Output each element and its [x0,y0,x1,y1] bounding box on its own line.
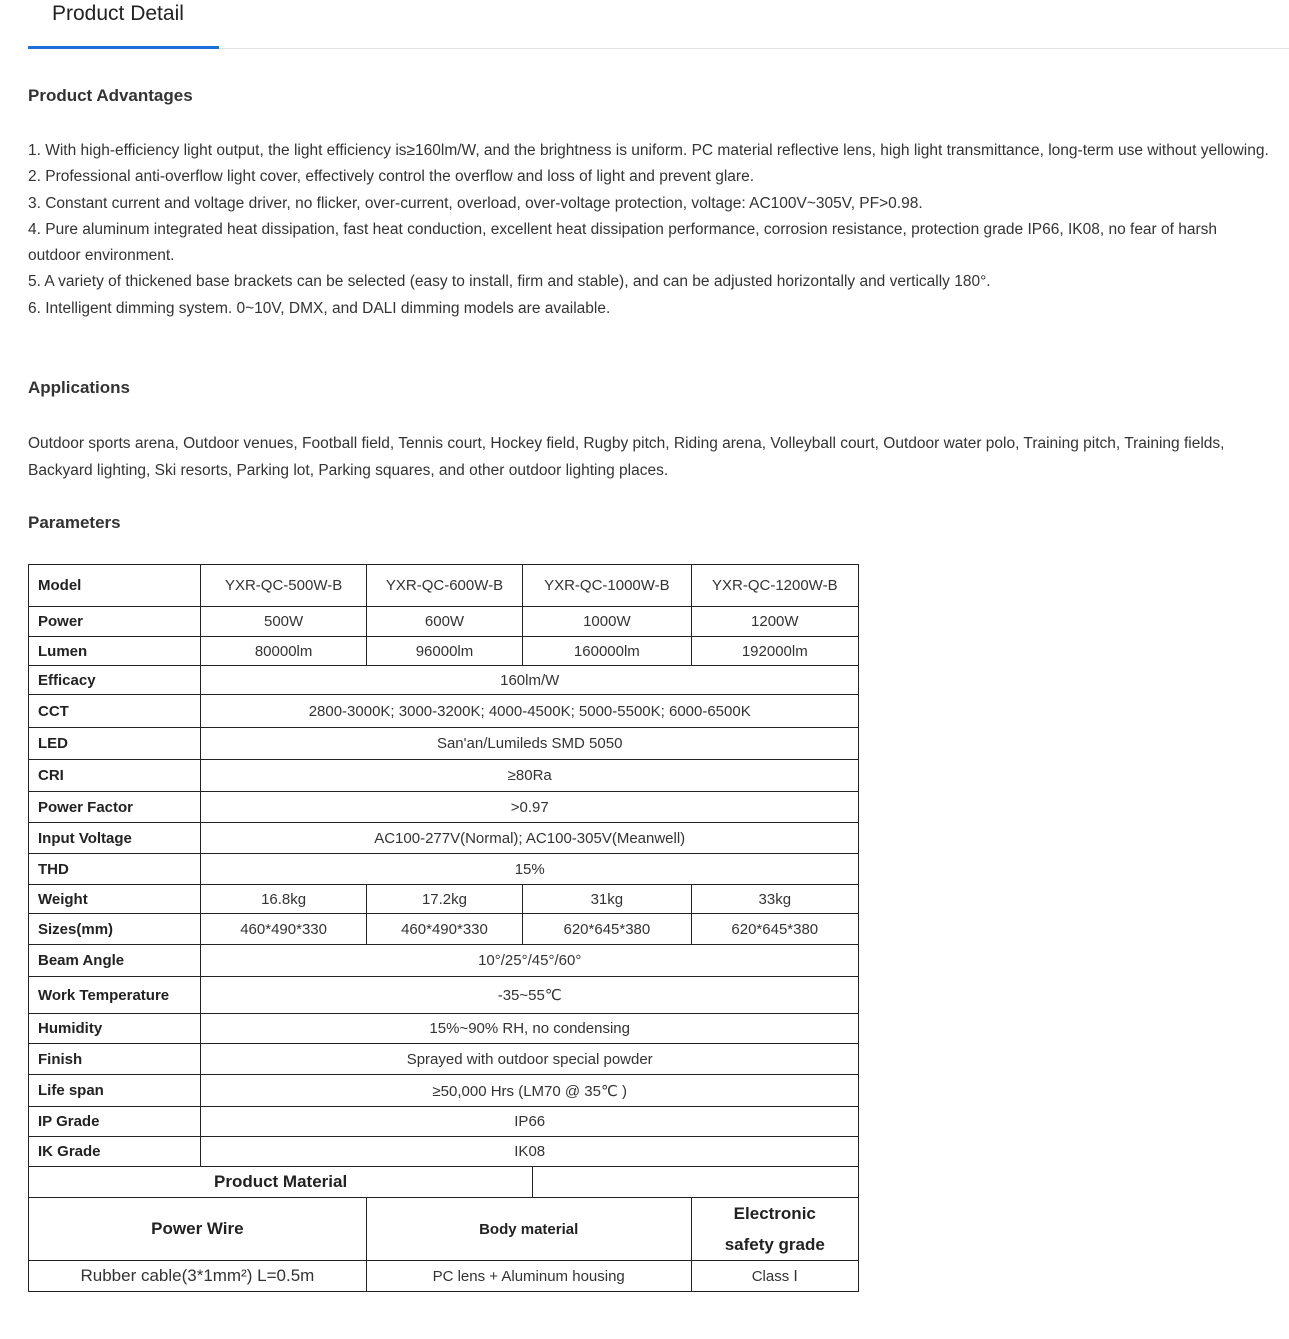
tab-product-detail[interactable] [28,0,219,49]
table-cell: Sprayed with outdoor special powder [201,1044,859,1075]
row-label: Power Factor [29,792,201,823]
table-row [29,823,859,854]
table-cell: 15% [201,854,859,885]
power-wire-value: Rubber cable(3*1mm²) L=0.5m [29,1261,367,1292]
table-cell: 16.8kg [201,885,366,914]
table-cell: 17.2kg [366,885,522,914]
row-label: Efficacy [29,666,201,695]
table-cell: 80000lm [201,637,366,666]
table-row [29,885,859,914]
table-cell: >0.97 [201,792,859,823]
table-row [29,914,859,945]
advantage-item: 2. Professional anti-overflow light cover, effectively control the overflow and loss of light and prevent glare. [28,168,755,186]
table-row [29,565,859,607]
advantages-title: Product Advantages [28,86,193,105]
body-material-header: Body material [366,1198,691,1261]
material-title: Product Material [29,1167,533,1198]
table-cell: 600W [366,607,522,637]
table-cell: 460*490*330 [366,914,522,945]
applications-title: Applications [28,378,131,397]
table-cell: IK08 [201,1137,859,1167]
table-cell: ≥80Ra [201,760,859,792]
table-row [29,1014,859,1044]
row-label: Input Voltage [29,823,201,854]
row-label: Power [29,607,201,637]
advantage-item: 4. Pure aluminum integrated heat dissipation, fast heat conduction, excellent heat dissipation performance, corrosion resistance, protection grade IP66, IK08, no fear of harsh outdoor environment. [28,220,1218,265]
advantage-item: 1. With high-efficiency light output, the light efficiency is≥160lm/W, and the brightness is uniform. PC material reflective lens, high light transmittance, long-term use without yellowing. [28,142,1269,159]
table-row [29,1075,859,1107]
table-cell: 1200W [691,607,858,637]
table-cell: San'an/Lumileds SMD 5050 [201,728,859,760]
row-label: Work Temperature [29,977,201,1014]
table-cell: YXR-QC-600W-B [366,565,522,607]
table-cell: AC100-277V(Normal); AC100-305V(Meanwell) [201,823,859,854]
table-cell: 620*645*380 [523,914,691,945]
row-label: Model [29,565,201,607]
advantages-list [28,138,1273,322]
table-cell: IP66 [201,1107,859,1137]
table-cell: 160lm/W [201,666,859,695]
advantage-item: 3. Constant current and voltage driver, no flicker, over-current, overload, over-voltage protection, voltage: AC100V~305V, PF>0.98. [28,194,923,212]
row-label: LED [29,728,201,760]
table-cell: 192000lm [691,637,858,666]
body-material-value: PC lens + Aluminum housing [366,1261,691,1292]
table-cell: 2800-3000K; 3000-3200K; 4000-4500K; 5000-5500K; 6000-6500K [201,695,859,728]
table-cell: YXR-QC-1000W-B [523,565,691,607]
table-row [29,1137,859,1167]
power-wire-header: Power Wire [29,1198,367,1261]
row-label: IP Grade [29,1107,201,1137]
table-row [29,1107,859,1137]
table-row [29,977,859,1014]
table-cell: 1000W [523,607,691,637]
safety-grade-value: Class Ⅰ [691,1261,858,1292]
row-label: Sizes(mm) [29,914,201,945]
row-label: Finish [29,1044,201,1075]
parameters-title: Parameters [28,513,121,532]
row-label: Life span [29,1075,201,1107]
table-row [29,1198,859,1261]
table-cell: 620*645*380 [691,914,858,945]
table-cell: -35~55℃ [201,977,859,1014]
table-cell: 96000lm [366,637,522,666]
tab-bar [28,0,1289,49]
table-cell: 33kg [691,885,858,914]
advantage-item: 5. A variety of thickened base brackets can be selected (easy to install, firm and stable), and can be adjusted horizontally and vertically 180°. [28,273,991,291]
table-row [29,728,859,760]
applications-text: Outdoor sports arena, Outdoor venues, Football field, Tennis court, Hockey field, Rugby pitch, Riding arena, Volleyball court, Outdoor water polo, Training pitch, Training fields, Backyard lighting, Ski resorts, Parking lot, Parking squares, and other outdoor lighting places. [28,435,1225,479]
advantage-item: 6. Intelligent dimming system. 0~10V, DMX, and DALI dimming models are available. [28,299,611,317]
table-row [29,695,859,728]
table-row [29,1044,859,1075]
safety-grade-line1: Electronic [733,1204,816,1223]
row-label: Humidity [29,1014,201,1044]
row-label: IK Grade [29,1137,201,1167]
safety-grade-header [691,1198,858,1261]
row-label: Beam Angle [29,945,201,977]
table-row [29,637,859,666]
safety-grade-line2: safety grade [724,1235,825,1254]
row-label: THD [29,854,201,885]
table-row [29,607,859,637]
table-row [29,792,859,823]
parameters-table [28,564,859,1292]
row-label: CRI [29,760,201,792]
table-cell: YXR-QC-500W-B [201,565,366,607]
row-label: CCT [29,695,201,728]
table-row [29,1261,859,1292]
tab-label: Product Detail [52,2,184,25]
table-row [29,945,859,977]
table-row [29,1167,859,1198]
table-row [29,760,859,792]
table-row [29,854,859,885]
table-cell: 460*490*330 [201,914,366,945]
table-cell: 31kg [523,885,691,914]
table-cell [533,1167,859,1198]
table-cell: 500W [201,607,366,637]
table-cell: YXR-QC-1200W-B [691,565,858,607]
table-row [29,666,859,695]
table-cell: 160000lm [523,637,691,666]
table-cell: 15%~90% RH, no condensing [201,1014,859,1044]
row-label: Weight [29,885,201,914]
row-label: Lumen [29,637,201,666]
table-cell: 10°/25°/45°/60° [201,945,859,977]
table-cell: ≥50,000 Hrs (LM70 @ 35℃ ) [201,1075,859,1107]
